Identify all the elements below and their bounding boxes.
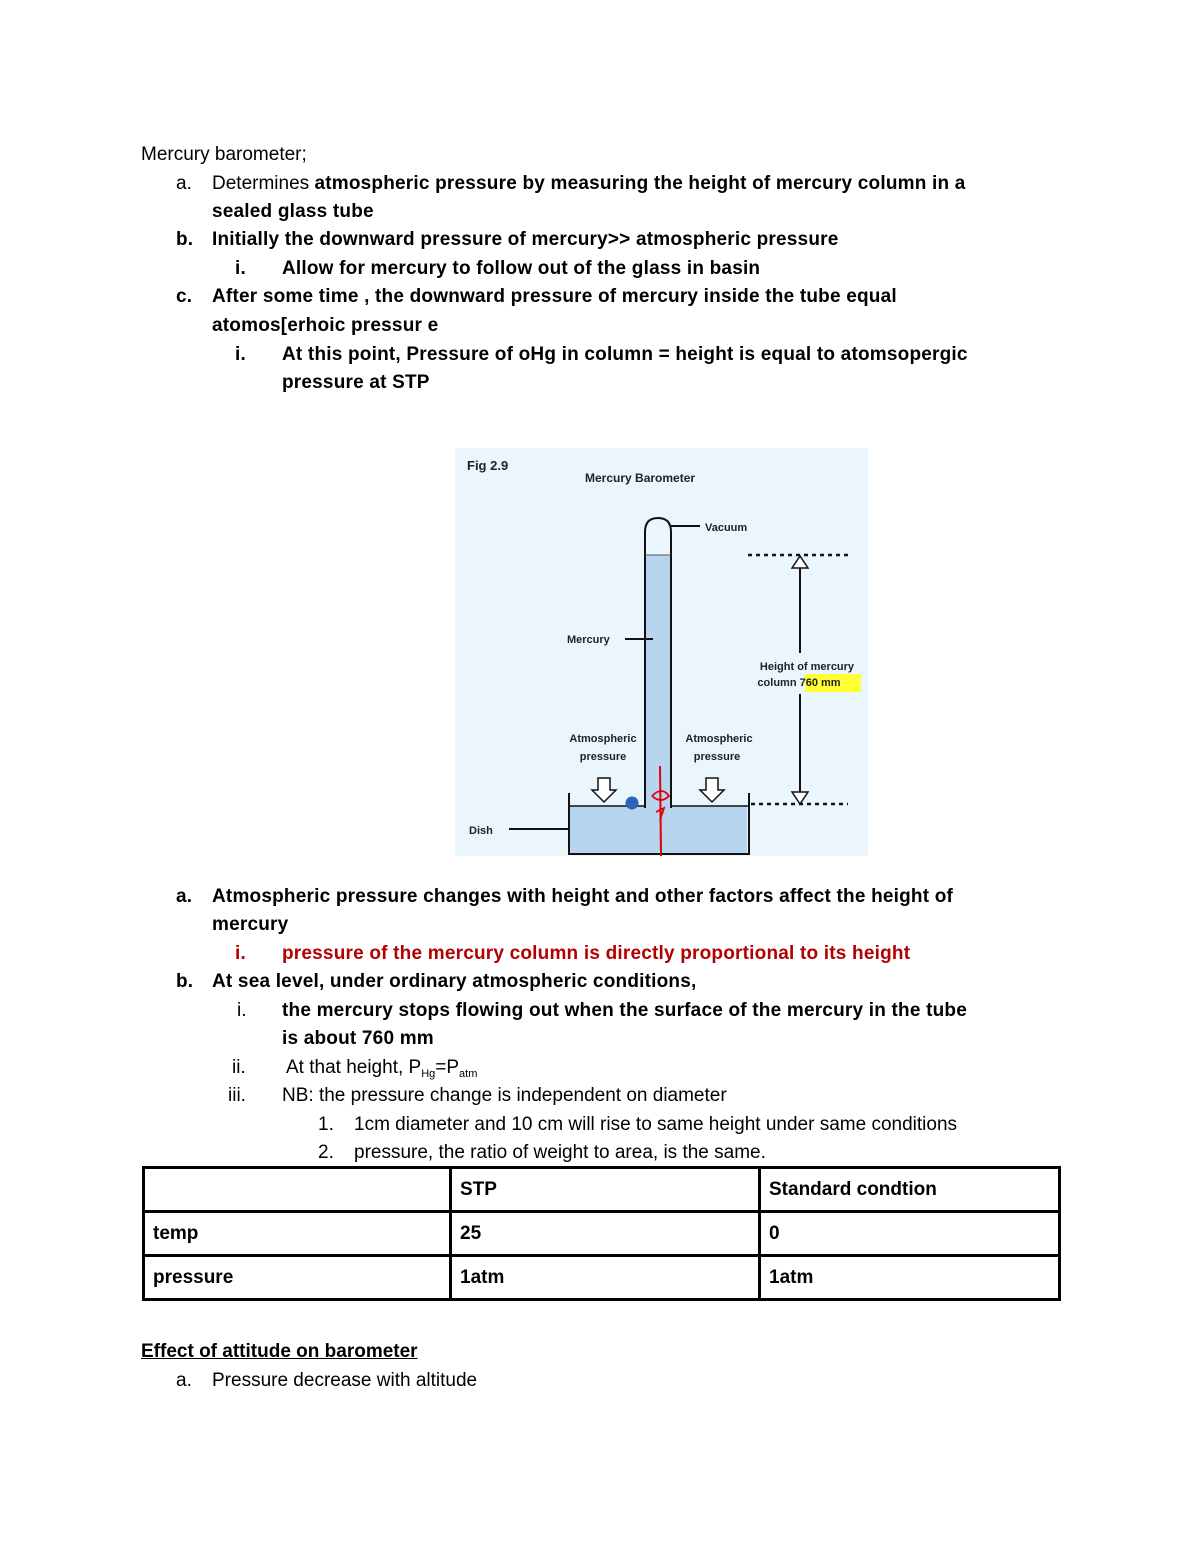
table-cell: 1atm [760, 1256, 1060, 1300]
list-marker: i. [235, 943, 246, 964]
formula-sub-atm: atm [459, 1068, 478, 1080]
list2-item-n1: 1cm diameter and 10 cm will rise to same height under same conditions [354, 1114, 958, 1135]
list-marker: a. [176, 173, 192, 194]
red-annotation-line [660, 766, 661, 856]
list2-item-b-iii: NB: the pressure change is independent on diameter [282, 1085, 727, 1106]
list-marker: b. [176, 229, 194, 250]
intro-text: Mercury barometer; [141, 144, 307, 165]
list-item-b-i: Allow for mercury to follow out of the glass in basin [282, 258, 761, 279]
atm-left-line2: pressure [579, 751, 627, 763]
list-marker: 1. [318, 1114, 334, 1135]
section-heading: Effect of attitude on barometer [141, 1341, 418, 1362]
list2-item-n2: pressure, the ratio of weight to area, is the same. [354, 1142, 766, 1163]
list-item-a [212, 170, 966, 198]
atm-right-line2: pressure [693, 751, 741, 763]
table-row [144, 1212, 1060, 1256]
height-label-line2: column 760 mm [757, 677, 841, 689]
list2-item-a-cont: mercury [212, 914, 289, 935]
formula-prefix: At that height, P [286, 1057, 422, 1078]
table-cell: STP [451, 1168, 760, 1212]
list-marker: a. [176, 886, 193, 907]
list-item-c-cont: atomos[erhoic pressur e [212, 315, 439, 336]
table-cell: pressure [144, 1256, 451, 1300]
list-marker: b. [176, 971, 194, 992]
list-marker: 2. [318, 1142, 334, 1163]
table-cell [144, 1168, 451, 1212]
list-item-bold: atmospheric pressure by measuring the height of mercury column in a [314, 173, 966, 194]
section2-item-a: Pressure decrease with altitude [212, 1370, 478, 1391]
table-cell: temp [144, 1212, 451, 1256]
figure-title: Mercury Barometer [585, 471, 696, 485]
list2-item-b-i-cont: is about 760 mm [282, 1028, 434, 1049]
dish-label: Dish [469, 825, 493, 837]
table-cell: 0 [760, 1212, 1060, 1256]
list-item-b: Initially the downward pressure of mercury>> atmospheric pressure [212, 229, 839, 250]
tube-mercury [646, 555, 670, 808]
barometer-figure [455, 448, 868, 856]
list-item-a-cont: sealed glass tube [212, 201, 374, 222]
list-item-c-i: At this point, Pressure of oHg in column = height is equal to atomsopergic [282, 344, 968, 365]
list2-item-a-i: pressure of the mercury column is directly proportional to its height [282, 943, 911, 964]
list-marker: ii. [232, 1057, 246, 1078]
vacuum-label: Vacuum [705, 522, 748, 534]
list2-item-a: Atmospheric pressure changes with height and other factors affect the height of [212, 886, 954, 907]
height-label-line1: Height of mercury [759, 661, 855, 673]
list-marker: i. [235, 344, 246, 365]
list-marker: c. [176, 286, 193, 307]
table-cell: 1atm [451, 1256, 760, 1300]
figure-label: Fig 2.9 [467, 458, 509, 473]
atm-left-line1: Atmospheric [569, 733, 637, 745]
conditions-table [142, 1166, 1061, 1301]
table-cell: 25 [451, 1212, 760, 1256]
dish-mercury [570, 806, 747, 854]
list2-item-b-i: the mercury stops flowing out when the surface of the mercury in the tube [282, 1000, 967, 1021]
list-item-c: After some time , the downward pressure of mercury inside the tube equal [212, 286, 897, 307]
mercury-label: Mercury [567, 634, 610, 646]
table-header-row [144, 1168, 1060, 1212]
list-marker: i. [237, 1000, 247, 1021]
list2-item-b: At sea level, under ordinary atmospheric conditions, [212, 971, 697, 992]
list-item-c-i-cont: pressure at STP [282, 372, 430, 393]
list-item-plain: Determines [212, 173, 310, 194]
blue-dot-marker [626, 797, 639, 810]
table-row [144, 1256, 1060, 1300]
formula-sub-hg: Hg [421, 1068, 436, 1080]
formula-mid: =P [435, 1057, 460, 1078]
table-cell: Standard condtion [760, 1168, 1060, 1212]
list-marker: iii. [228, 1085, 246, 1106]
atm-right-line1: Atmospheric [685, 733, 753, 745]
list-marker: a. [176, 1370, 192, 1391]
list-marker: i. [235, 258, 246, 279]
